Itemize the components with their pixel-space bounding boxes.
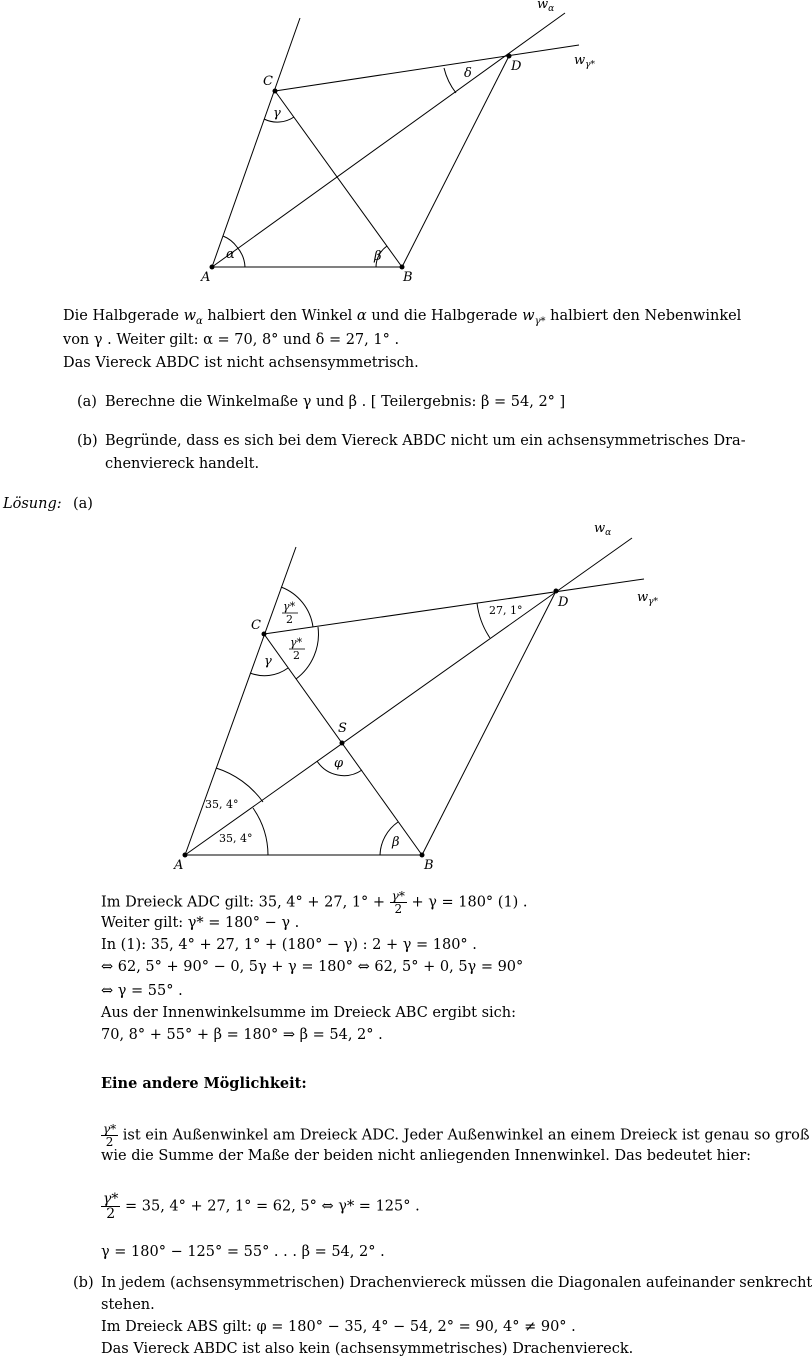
fig2-angle-beta-label: β xyxy=(392,835,400,850)
figure-1-diagram xyxy=(0,0,733,290)
task-b-label: (b) xyxy=(77,433,98,449)
solution-part-b-label: (b) xyxy=(73,1275,94,1291)
angle-alpha-label: α xyxy=(226,247,235,262)
angle-beta-label: β xyxy=(374,249,382,264)
b-line-2: stehen. xyxy=(101,1297,155,1313)
alt-heading: Eine andere Möglichkeit: xyxy=(101,1075,307,1092)
point-c-label: C xyxy=(263,74,273,89)
calc-line-1: Im Dreieck ADC gilt: 35, 4° + 27, 1° + $\frac{\gamma*}{2}$ + γ = 180° (1) . xyxy=(101,889,528,916)
fig2-point-b-label: B xyxy=(424,858,434,873)
alt-line-1: $\frac{\gamma*}{2}$ ist ein Außenwinkel am Dreieck ADC. Jeder Außenwinkel an einem Dreieck ist genau so groß xyxy=(103,1122,810,1149)
fig2-point-a-label: A xyxy=(174,858,184,873)
angle-delta-label: δ xyxy=(464,66,472,81)
task-b-text-1: Begründe, dass es sich bei dem Viereck ABDC nicht um ein achsensymmetrisches Dra- xyxy=(105,433,746,449)
fig2-point-c-label: C xyxy=(251,618,261,633)
fig2-angle-a2-label: 35, 4° xyxy=(219,832,253,845)
calc-line-7: 70, 8° + 55° + β = 180° ⇒ β = 54, 2° . xyxy=(101,1027,383,1043)
task-a-label: (a) xyxy=(77,394,97,410)
fig2-gamma-star-half-upper-den: 2 xyxy=(286,613,293,626)
point-a-label: A xyxy=(201,270,211,285)
task-a-text: Berechne die Winkelmaße γ und β . [ Teilergebnis: β = 54, 2° ] xyxy=(105,394,566,410)
calc-fraction: $\frac{\gamma*}{2}$ xyxy=(391,889,405,916)
point-b-label: B xyxy=(403,270,413,285)
figure-2-diagram xyxy=(0,520,733,875)
ray-w-gamma-label: $w_{\gamma*}$ xyxy=(574,53,596,70)
calc-line-4: ⇔ 62, 5° + 90° − 0, 5γ + γ = 180° ⇔ 62, 5° + 0, 5γ = 90° xyxy=(101,959,524,975)
alt-line-3: $\frac{\gamma*}{2}$ = 35, 4° + 27, 1° = 62, 5° ⇔ γ* = 125° . xyxy=(103,1191,420,1222)
fig2-angle-gamma-label: γ xyxy=(264,654,272,669)
fig2-angle-d-label: 27, 1° xyxy=(489,604,523,617)
intro-line-2: von γ . Weiter gilt: α = 70, 8° und δ = 27, 1° . xyxy=(63,332,400,348)
alt-fraction-2: $\frac{\gamma*}{2}$ xyxy=(103,1191,119,1222)
angle-gamma-label: γ xyxy=(273,106,281,121)
calc-line-5: ⇔ γ = 55° . xyxy=(101,983,183,999)
fig2-gamma-star-half-lower-num: γ* xyxy=(290,636,303,649)
ray-w-alpha-label: $w_\alpha$ xyxy=(537,0,555,14)
b-line-3: Im Dreieck ABS gilt: φ = 180° − 35, 4° − 54, 2° = 90, 4° ≠ 90° . xyxy=(101,1319,576,1335)
solution-heading: Lösung: xyxy=(3,496,62,512)
alt-fraction-1: $\frac{\gamma*}{2}$ xyxy=(103,1122,117,1149)
calc-line-6: Aus der Innenwinkelsumme im Dreieck ABC ergibt sich: xyxy=(101,1005,516,1021)
point-d-label: D xyxy=(511,59,522,74)
intro-line-1: Die Halbgerade $w_\alpha$ halbiert den Winkel α und die Halbgerade $w_{\gamma*}$ halbiert den Nebenwinkel xyxy=(63,308,742,327)
fig2-gamma-star-half-lower-den: 2 xyxy=(293,649,300,662)
intro-line-3: Das Viereck ABDC ist nicht achsensymmetrisch. xyxy=(63,355,419,371)
b-line-1: In jedem (achsensymmetrischen) Drachenviereck müssen die Diagonalen aufeinander senkrecht xyxy=(101,1275,812,1291)
calc-line-2: Weiter gilt: γ* = 180° − γ . xyxy=(101,915,300,931)
alt-line-4: γ = 180° − 125° = 55° . . . β = 54, 2° . xyxy=(101,1244,385,1260)
fig2-angle-phi-label: φ xyxy=(334,756,344,771)
fig2-point-s-label: S xyxy=(338,721,347,736)
fig2-ray-w-gamma-label: $w_{\gamma*}$ xyxy=(637,590,659,607)
fig2-gamma-star-half-upper-num: γ* xyxy=(283,600,296,613)
fig2-point-d-label: D xyxy=(558,595,569,610)
alt-line-2: wie die Summe der Maße der beiden nicht anliegenden Innenwinkel. Das bedeutet hier: xyxy=(101,1148,752,1164)
b-line-4: Das Viereck ABDC ist also kein (achsensymmetrisches) Drachenviereck. xyxy=(101,1341,634,1357)
fig2-angle-a1-label: 35, 4° xyxy=(205,798,239,811)
solution-part-a-label: (a) xyxy=(73,496,93,512)
fig2-ray-w-alpha-label: $w_\alpha$ xyxy=(594,521,612,538)
calc-line-3: In (1): 35, 4° + 27, 1° + (180° − γ) : 2 + γ = 180° . xyxy=(101,937,477,953)
task-b-text-2: chenviereck handelt. xyxy=(105,456,260,472)
